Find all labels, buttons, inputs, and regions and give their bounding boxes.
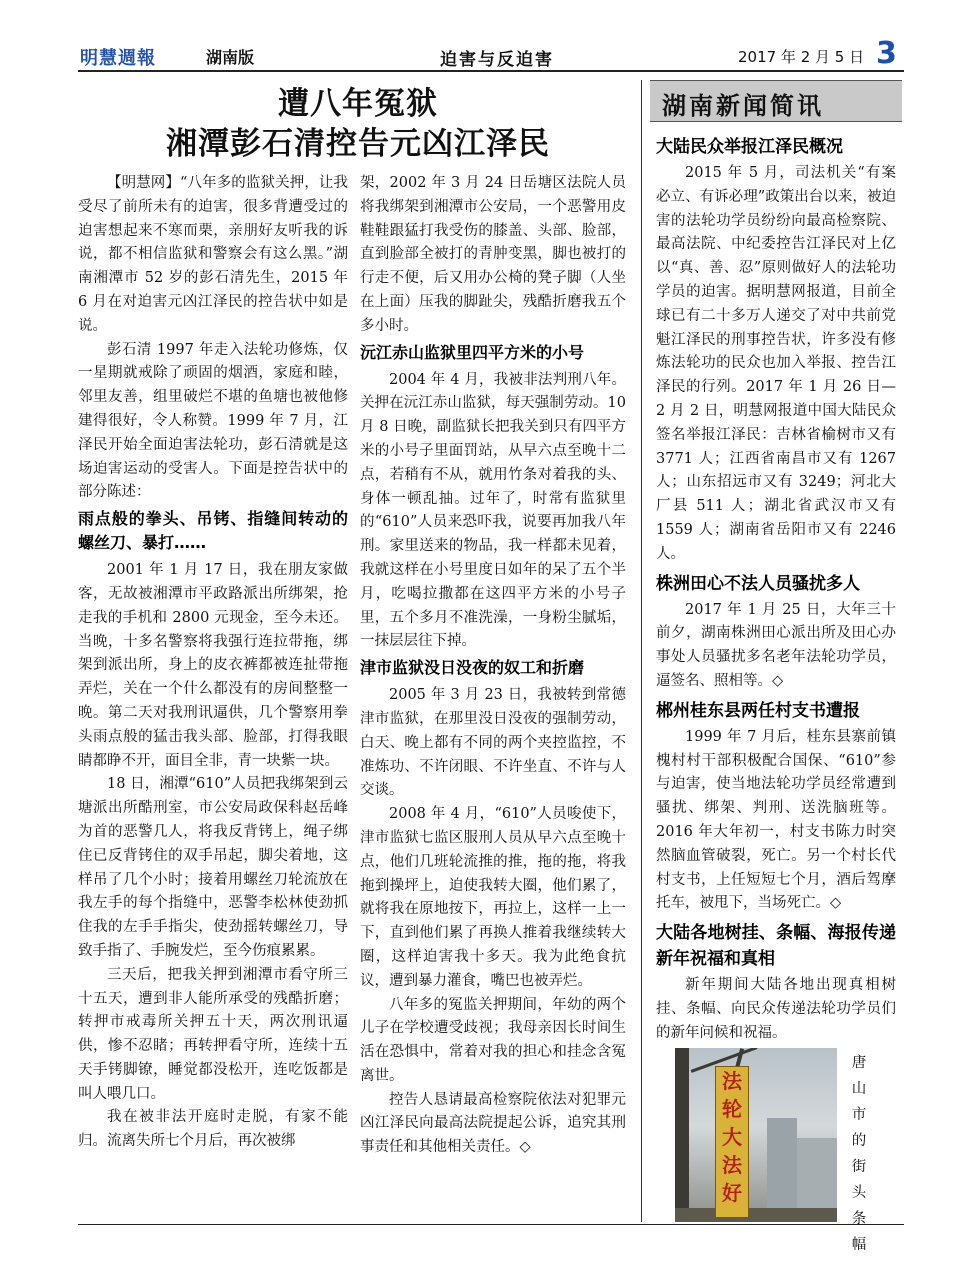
street-banner-photo bbox=[675, 1048, 837, 1222]
ground-shape bbox=[675, 1208, 837, 1222]
news-paragraph: 2017 年 1 月 25 日，大年三十前夕，湖南株洲田心派出所及田心办事处人员骚扰多名老年法轮功学员，逼签名、照相等。◇ bbox=[656, 601, 896, 689]
banner-character: 大 bbox=[722, 1125, 742, 1149]
news-paragraph: 新年期间大陆各地出现真相树挂、条幅、向民众传递法轮功学员们的新年问候和祝福。 bbox=[656, 977, 896, 1041]
article-paragraph: 控告人恳请最高检察院依法对犯罪元凶江泽民向最高法院提起公诉，追究其刑事责任和其他相关责任。◇ bbox=[360, 1091, 626, 1156]
news-paragraph: 2015 年 5 月，司法机关“有案必立、有诉必理”政策出台以来，被迫害的法轮功学员纷纷向最高检察院、最高法院、中纪委控告江泽民对上亿以“真、善、忍”原则做好人的法轮功学员的迫害。据明慧网报道，目前全球已有二十多万人递交了对中共前党魁江泽民的刑事控告状，许多没有修炼法轮功的民众也加入举报、控告江泽民的行列。2017 年 1 月 26 日—2 月 2 日，明慧网报道中国大陆民众签名举报江泽民：吉林省榆树市又有 3771 人；江西省南昌市又有 1267 人；山东招远市又有 3249；河北大厂县 511 人；湖北省武汉市又有 1559 人；湖南省岳阳市又有 2246 人。 bbox=[656, 165, 896, 562]
vertical-banner bbox=[715, 1066, 749, 1218]
page-number: 3 bbox=[876, 36, 897, 71]
article-paragraph: 2004 年 4 月，我被非法判刑八年。关押在沅江赤山监狱，每天强制劳动。10 月 8 日晚，副监狱长把我关到只有四平方米的小号子里面罚站，从早六点至晚十二点，若稍有不从，就用竹条对着我的头、身体一顿乱抽。过年了，时常有监狱里的“610”人员来恐吓我，说要再加我八年刑。家里送来的物品，我一样都未见着，我就这样在小号里度日如年的呆了五个半月，吃喝拉撒都在这四平方米的小号子里，五个多月不准洗澡，一身粉尘腻垢，一抹层层往下掉。 bbox=[360, 371, 626, 650]
news-brief-column bbox=[656, 130, 896, 1046]
newspaper-name: 明慧週報 bbox=[80, 48, 156, 69]
news-headline: 郴州桂东县两任村支书遭报 bbox=[656, 700, 860, 721]
article-paragraph: 【明慧网】“八年多的监狱关押，让我受尽了前所未有的迫害，很多背遭受过的迫害想起来不寒而栗，亲朋好友听我的诉说，都不相信监狱和警察会有这么黑。”湖南湘潭市 52 岁的彭石清先生，2015 年 6 月在对迫害元凶江泽民的控告状中如是说。 bbox=[78, 175, 348, 334]
banner-character: 好 bbox=[722, 1181, 742, 1205]
article-paragraph: 2005 年 3 月 23 日，我被转到常德津市监狱，在那里没日没夜的强制劳动，白天、晚上都有不同的两个夹控监控，不准炼功、不许闭眼、不许坐直、不许与人交谈。 bbox=[360, 687, 626, 799]
article-paragraph: 八年多的冤监关押期间，年幼的两个儿子在学校遭受歧视；我母亲因长时间生活在恐惧中，常着对我的担心和挂念含冤离世。 bbox=[360, 996, 626, 1084]
news-paragraph: 1999 年 7 月后，桂东县寨前镇槐村村干部积极配合国保、“610”参与迫害，使当地法轮功学员经常遭到骚扰、绑架、判刑、送洗脑班等。2016 年大年初一，村支书陈力时突然脑血管破裂，死亡。另一个村长代村支书，上任短短七个月，酒后驾摩托车，被甩下，当场死亡。◇ bbox=[656, 728, 896, 912]
news-headline: 大陆民众举报江泽民概况 bbox=[656, 137, 843, 157]
page-bottom-divider bbox=[78, 1224, 904, 1225]
news-brief-title: 湖南新闻简讯 bbox=[662, 91, 824, 120]
masthead-divider bbox=[78, 70, 904, 72]
article-subheading: 雨点般的拳头、吊铐、指缝间转动的螺丝刀、暴打…… bbox=[78, 509, 348, 553]
banner-character: 轮 bbox=[722, 1097, 742, 1121]
photo-caption: 唐山市的街头条幅 bbox=[851, 1055, 867, 1253]
article-paragraph: 2008 年 4 月，“610”人员唆使下，津市监狱七监区服刑人员从早六点至晚十点，他们几班轮流推的推，拖的拖，将我拖到操坪上，迫使我转大圈，他们累了，就将我在原地按下，再拉上，这样一上一下，直到他们累了再换人推着我继续转大圈，这样迫害我十多天。我为此绝食抗议，遭到暴力灌食，嘴巴也被弄烂。 bbox=[360, 806, 626, 989]
news-brief-banner bbox=[650, 80, 902, 122]
tree-trunk bbox=[675, 1048, 689, 1222]
banner-character: 法 bbox=[722, 1153, 742, 1177]
news-headline: 大陆各地树挂、条幅、海报传递新年祝福和真相 bbox=[656, 923, 896, 970]
article-column-left bbox=[78, 172, 348, 1154]
issue-date: 2017 年 2 月 5 日 bbox=[738, 48, 865, 66]
column-divider bbox=[641, 80, 642, 1222]
article-paragraph: 三天后，把我关押到湘潭市看守所三十五天，遭到非人能所承受的残酷折磨；转押市戒毒所关押五十天，两次刑讯逼供，惨不忍睹；再转押看守所，连续十五天手铐脚镣，睡觉都没松开，连吃饭都是叫人喂几口。 bbox=[78, 966, 348, 1102]
edition-label: 湖南版 bbox=[206, 48, 255, 67]
main-headline bbox=[78, 84, 638, 164]
article-subheading: 沅江赤山监狱里四平方米的小号 bbox=[360, 342, 585, 362]
section-title: 迫害与反迫害 bbox=[440, 50, 554, 70]
article-paragraph: 2001 年 1 月 17 日，我在朋友家做客，无故被湘潭市平政路派出所绑架，抢走我的手机和 2800 元现金，至今未还。当晚，十多名警察将我强行连拉带拖，绑架到派出所，身上的皮衣裤都被连扯带拖弄烂，关在一个什么都没有的房间整整一晚。第二天对我刑讯逼供，几个警察用拳头雨点般的猛击我头部、脸部，打得我眼睛都睁不开，面目全非，青一块紫一块。 bbox=[78, 562, 348, 769]
news-headline: 株洲田心不法人员骚扰多人 bbox=[656, 573, 860, 594]
article-subheading: 津市监狱没日没夜的奴工和折磨 bbox=[360, 658, 585, 678]
building-shape bbox=[767, 1118, 797, 1222]
article-paragraph: 18 日，湘潭“610”人员把我绑架到云塘派出所酷刑室，市公安局政保科赵岳峰为首的恶警几人，将我反背铐上，绳子绑住已反背铐住的双手吊起，脚尖着地，这样吊了几个小时；接着用螺丝刀轮流放在我左手的每个指缝中，恶警李松林使劲抓住我的左手手指尖，使劲摇转螺丝刀，导致手指了、手腕发烂，至今伤痕累累。 bbox=[78, 776, 348, 959]
headline-line-2: 湘潭彭石清控告元凶江泽民 bbox=[166, 126, 550, 162]
article-paragraph: 彭石清 1997 年走入法轮功修炼，仅一星期就戒除了顽固的烟酒，家庭和睦，邻里友善，组里破烂不堪的鱼塘也被他修建得很好，令人称赞。1999 年 7 月，江泽民开始全面迫害法轮功，彭石清就是这场迫害运动的受害人。下面是控告状中的部分陈述： bbox=[78, 341, 348, 501]
article-paragraph: 架，2002 年 3 月 24 日岳塘区法院人员将我绑架到湘潭市公安局，一个恶警用皮鞋鞋跟猛打我受伤的膝盖、头部、脸部，直到脸部全被打的青肿变黑，脚也被打的行走不便，后又用办公椅的凳子脚（人坐在上面）压我的脚趾尖，残酷折磨我五个多小时。 bbox=[360, 175, 626, 334]
masthead bbox=[78, 36, 904, 71]
headline-line-1: 遭八年冤狱 bbox=[278, 86, 438, 122]
article-column-middle bbox=[360, 172, 626, 1160]
banner-character: 法 bbox=[722, 1069, 742, 1093]
article-paragraph: 我在被非法开庭时走脱，有家不能归。流离失所七个月后，再次被绑 bbox=[78, 1109, 348, 1150]
